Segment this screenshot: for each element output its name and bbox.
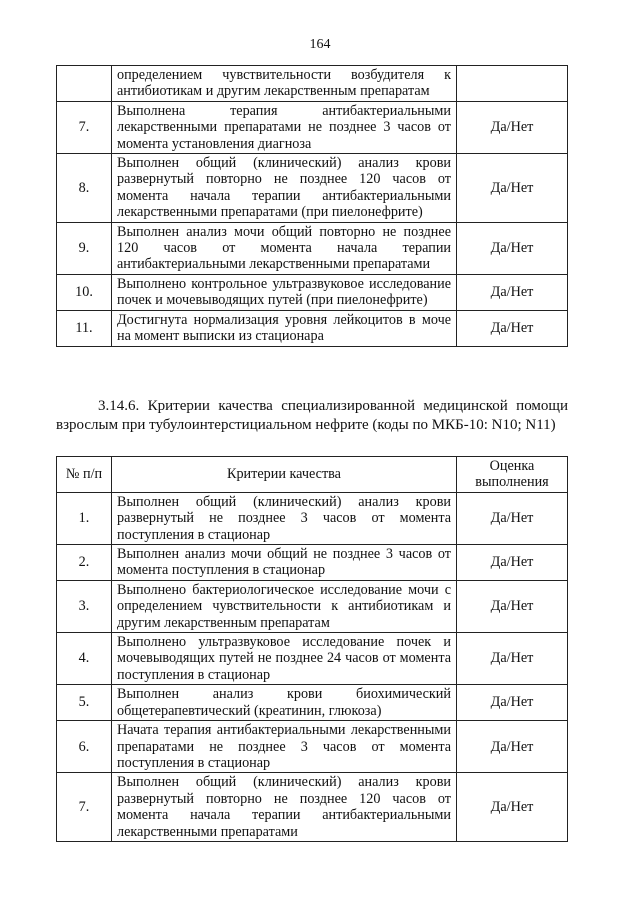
table-row	[57, 66, 568, 102]
grade-cell: Да/Нет	[457, 545, 568, 581]
page-number: 164	[309, 37, 331, 52]
table-row	[57, 154, 568, 223]
grade-cell: Да/Нет	[457, 274, 568, 310]
table-row	[57, 721, 568, 773]
header-num: № п/п	[57, 457, 112, 493]
criterion-text: Выполнен анализ крови биохимический общетерапевтический (креатинин, глюкоза)	[112, 685, 457, 721]
grade-cell	[457, 66, 568, 102]
table-row	[57, 633, 568, 685]
criterion-text: Достигнута нормализация уровня лейкоцитов в моче на момент выписки из стационара	[112, 310, 457, 346]
table-row	[57, 492, 568, 544]
grade-cell: Да/Нет	[457, 492, 568, 544]
table-row	[57, 274, 568, 310]
header-criteria: Критерии качества	[112, 457, 457, 493]
table-body	[57, 66, 568, 347]
criterion-text: Выполнен общий (клинический) анализ крови развернутый не позднее 3 часов от момента поступления в стационар	[112, 492, 457, 544]
table-row	[57, 685, 568, 721]
grade-cell: Да/Нет	[457, 773, 568, 842]
row-number: 11.	[57, 310, 112, 346]
criterion-text: определением чувствительности возбудителя к антибиотикам и другим лекарственным препаратам	[112, 66, 457, 102]
grade-cell: Да/Нет	[457, 154, 568, 223]
criterion-text: Выполнен анализ мочи общий не позднее 3 часов от момента поступления в стационар	[112, 545, 457, 581]
row-number: 2.	[57, 545, 112, 581]
grade-cell: Да/Нет	[457, 310, 568, 346]
grade-cell: Да/Нет	[457, 222, 568, 274]
table-row	[57, 101, 568, 153]
criterion-text: Начата терапия антибактериальными лекарственными препаратами не позднее 3 часов от момента поступления в стационар	[112, 721, 457, 773]
quality-criteria-table-continued	[56, 65, 568, 347]
header-row	[57, 457, 568, 493]
table-row	[57, 222, 568, 274]
row-number: 1.	[57, 492, 112, 544]
row-number: 8.	[57, 154, 112, 223]
row-number: 3.	[57, 580, 112, 632]
criterion-text: Выполнена терапия антибактериальными лекарственными препаратами не позднее 3 часов от момента установления диагноза	[112, 101, 457, 153]
row-number	[57, 66, 112, 102]
grade-cell: Да/Нет	[457, 580, 568, 632]
row-number: 10.	[57, 274, 112, 310]
table-header	[57, 457, 568, 493]
grade-cell: Да/Нет	[457, 633, 568, 685]
criterion-text: Выполнено контрольное ультразвуковое исследование почек и мочевыводящих путей (при пиелонефрите)	[112, 274, 457, 310]
row-number: 7.	[57, 101, 112, 153]
criterion-text: Выполнен общий (клинический) анализ крови развернутый повторно не позднее 120 часов от момента начала терапии антибактериальными лекарственными препаратами (при пиелонефрите)	[112, 154, 457, 223]
grade-cell: Да/Нет	[457, 685, 568, 721]
table-row	[57, 310, 568, 346]
criterion-text: Выполнен анализ мочи общий повторно не позднее 120 часов от момента начала терапии антибактериальными лекарственными препаратами	[112, 222, 457, 274]
grade-cell: Да/Нет	[457, 721, 568, 773]
row-number: 5.	[57, 685, 112, 721]
row-number: 4.	[57, 633, 112, 685]
quality-criteria-table-nephritis	[56, 456, 568, 842]
criterion-text: Выполнено ультразвуковое исследование почек и мочевыводящих путей не позднее 24 часов от момента поступления в стационар	[112, 633, 457, 685]
grade-cell: Да/Нет	[457, 101, 568, 153]
criterion-text: Выполнено бактериологическое исследование мочи с определением чувствительности к антибиотикам и другим лекарственным препаратам	[112, 580, 457, 632]
row-number: 6.	[57, 721, 112, 773]
table-row	[57, 545, 568, 581]
table-row	[57, 580, 568, 632]
table-row	[57, 773, 568, 842]
section-heading: 3.14.6. Критерии качества специализированной медицинской помощи взрослым при тубулоинтерстициальном нефрите (коды по МКБ-10: N10; N11)	[56, 398, 568, 433]
criterion-text: Выполнен общий (клинический) анализ крови развернутый повторно не позднее 120 часов от момента начала терапии антибактериальными лекарственными препаратами	[112, 773, 457, 842]
table-body	[57, 492, 568, 841]
header-grade: Оценка выполнения	[457, 457, 568, 493]
row-number: 7.	[57, 773, 112, 842]
row-number: 9.	[57, 222, 112, 274]
